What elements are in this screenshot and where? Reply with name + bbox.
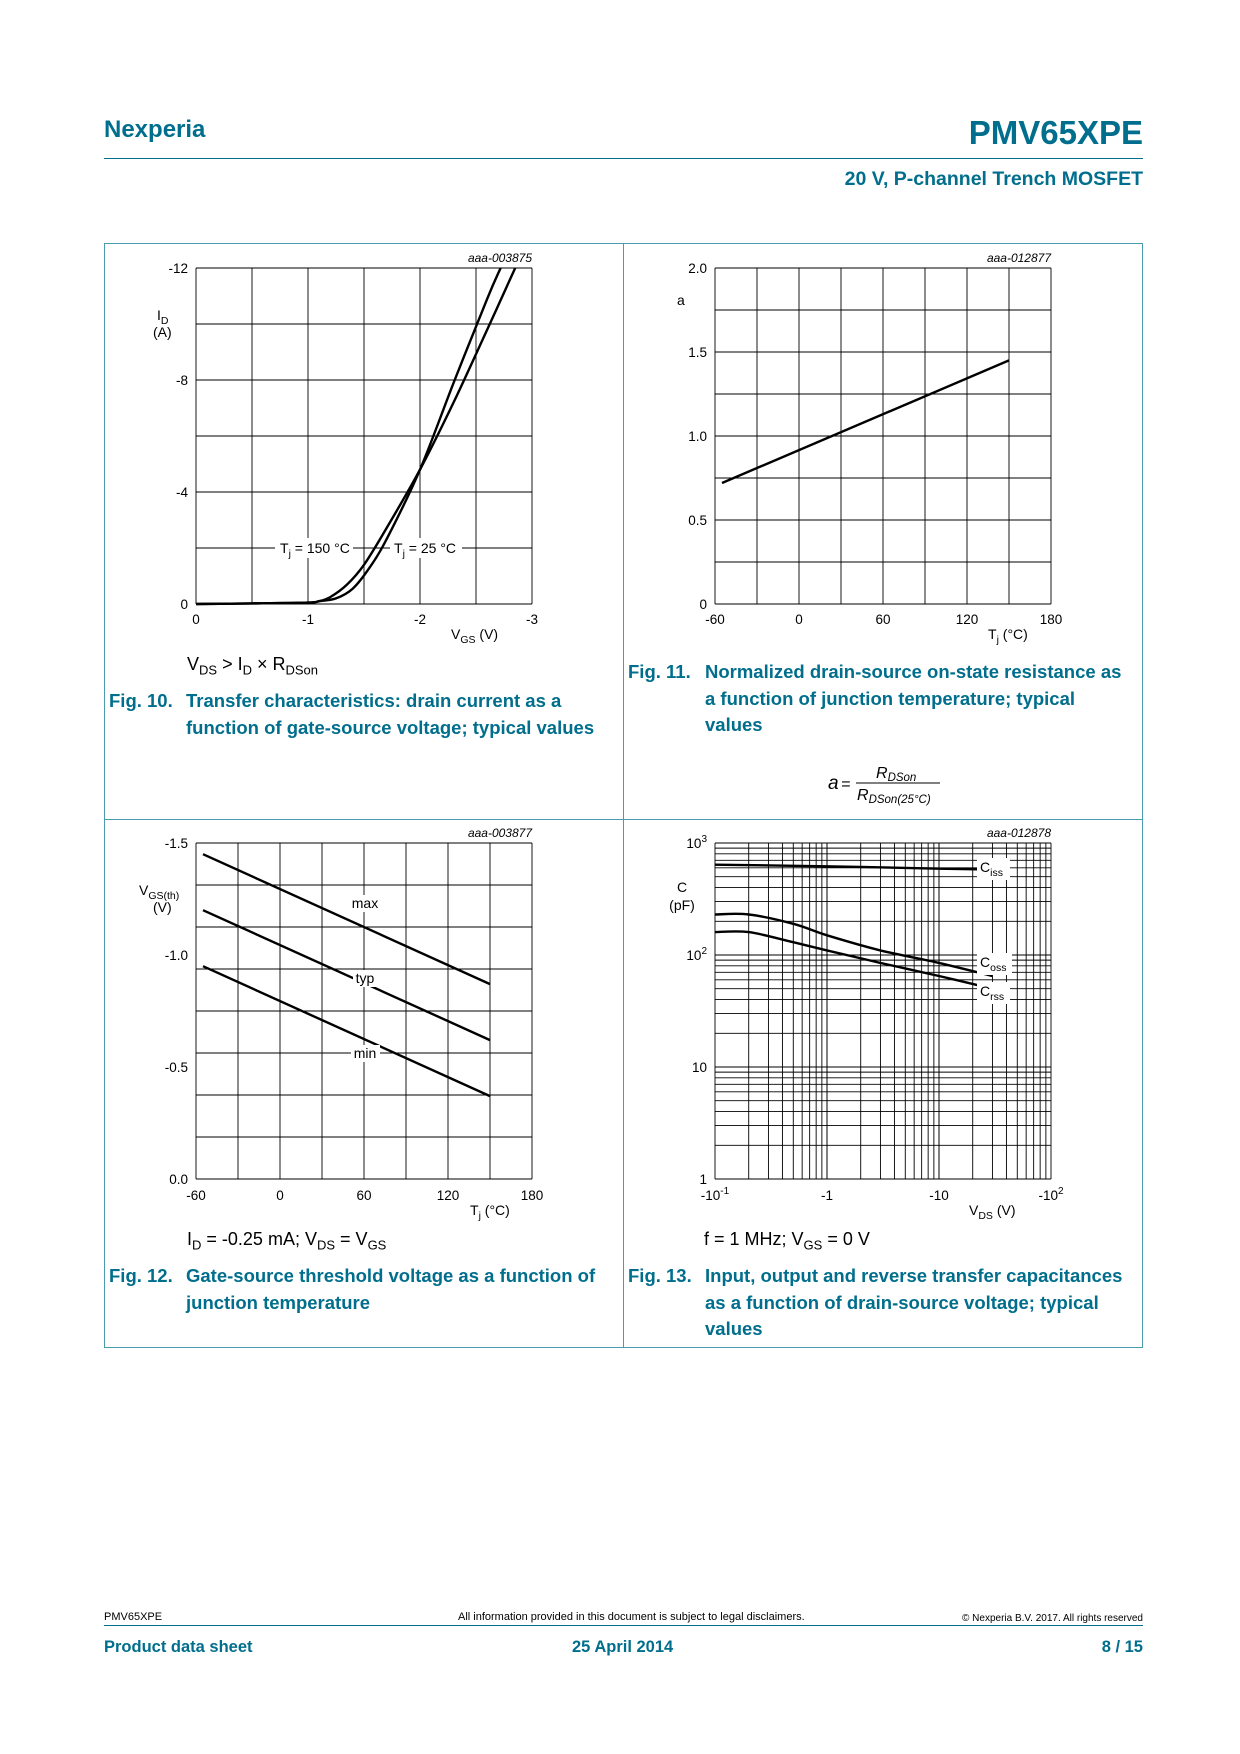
fig10-y-unit: (A) [153, 324, 172, 340]
fig13-grid [715, 843, 1051, 1179]
fig13-xtick: $-10^2$ [1038, 1186, 1064, 1203]
fig10-label-tj150: $T_j = 150$ °C [280, 540, 350, 560]
svg-text:=: = [841, 776, 851, 793]
fig10-ytick: -4 [175, 485, 188, 500]
fig12-xtick: 0 [276, 1188, 284, 1203]
fig13-xtick: -1 [820, 1188, 834, 1203]
fig12-xtick: 120 [436, 1188, 460, 1203]
fig12-xtick: -60 [186, 1188, 206, 1203]
footer-date: 25 April 2014 [572, 1638, 674, 1656]
fig11-xtick: 60 [875, 612, 891, 627]
fig13-caption-number: Fig. 13. [628, 1265, 692, 1286]
fig13-condition: f = 1 MHz; $V_{GS} = 0$ V [704, 1229, 870, 1253]
fig13-xtick: -10 [929, 1188, 949, 1203]
fig11-caption-text: Normalized drain-source on-state resistance as a function of junction temperature; typical values [705, 661, 1122, 735]
fig13-y-ticks [686, 834, 707, 1187]
fig12-ytick: -0.5 [164, 1060, 188, 1075]
fig11-xtick: 120 [955, 612, 979, 627]
fig11-ytick: 0 [699, 597, 707, 612]
fig12-x-label: $T_j$ (°C) [470, 1202, 510, 1222]
fig11-ytick: 0.5 [688, 513, 707, 528]
footer-part: PMV65XPE [104, 1611, 163, 1623]
fig11-ytick: 2.0 [688, 261, 707, 276]
fig11-y-label: a [677, 292, 685, 308]
fig13-ytick: $10^3$ [686, 834, 707, 851]
fig13-series-ciss [715, 865, 992, 870]
fig10-x-label: $V_{GS}$ (V) [451, 626, 499, 646]
fig10-xtick: -1 [301, 612, 315, 627]
fig10-xtick: -2 [413, 612, 427, 627]
fig10-code: aaa-003875 [467, 251, 532, 265]
fig13-xtick: $-10^{-1}$ [700, 1186, 730, 1203]
footer-copyright: © Nexperia B.V. 2017. All rights reserved [962, 1613, 1143, 1624]
fig13-x-label: $V_{DS}$ (V) [969, 1202, 1016, 1222]
fig12-xtick: 180 [520, 1188, 544, 1203]
fig12-y-label: $V_{GS(th)}$ [139, 882, 180, 902]
fig12-caption-number: Fig. 12. [109, 1265, 173, 1286]
footer-doc-type: Product data sheet [104, 1638, 253, 1656]
fig12-label-typ: typ [355, 970, 375, 986]
fig13-caption-text: Input, output and reverse transfer capacitances as a function of drain-source voltage; typical values [705, 1265, 1123, 1339]
fig10-label-tj25: $T_j = 25$ °C [394, 540, 457, 560]
fig13-y-unit: (pF) [669, 897, 695, 913]
fig12-condition: $I_D = -0.25$ mA; $V_{DS} = V_{GS}$ [187, 1229, 387, 1253]
fig12-ytick: 0.0 [169, 1172, 188, 1187]
fig10-y-label: $I_D$ [157, 307, 169, 327]
fig10-xtick: 0 [192, 612, 200, 627]
footer-rule [104, 1625, 1143, 1626]
fig10-caption-number: Fig. 10. [109, 690, 173, 711]
fig11-x-label: $T_j$ (°C) [988, 626, 1028, 646]
part-number: PMV65XPE [968, 114, 1143, 151]
fig10-xtick: -3 [525, 612, 539, 627]
formula-denominator: RDSon(25°C) [857, 787, 931, 806]
fig13-x-ticks [701, 1186, 1064, 1203]
fig13-y-label: C [676, 879, 688, 895]
fig11-caption-number: Fig. 11. [628, 661, 691, 682]
fig11-code: aaa-012877 [986, 251, 1051, 265]
fig10-ytick: -12 [168, 261, 188, 276]
fig11-ytick: 1.0 [688, 429, 707, 444]
fig12-caption-text: Gate-source threshold voltage as a function of junction temperature [186, 1265, 596, 1313]
brand-name: Nexperia [104, 116, 206, 143]
fig13-label-coss: $C_{oss}$ [980, 954, 1007, 974]
fig13-label-crss: $C_{rss}$ [980, 983, 1005, 1003]
fig13-label-ciss: $C_{iss}$ [980, 859, 1003, 879]
footer-disclaimer: All information provided in this document is subject to legal disclaimers. [458, 1611, 805, 1623]
fig12-code: aaa-003877 [467, 826, 532, 840]
fig13-ytick: 10 [691, 1060, 707, 1075]
fig11-xtick: 0 [795, 612, 803, 627]
formula-lhs: a [828, 773, 839, 794]
fig12-y-unit: (V) [153, 899, 172, 915]
fig11-xtick: -60 [705, 612, 725, 627]
fig12-ytick: -1.0 [164, 948, 188, 963]
fig13-ytick: $10^2$ [686, 946, 707, 963]
fig12-label-max: max [351, 895, 379, 911]
fig10-condition: $V_{DS} > I_D \times R_{DSon}$ [187, 654, 319, 678]
fig10-ytick: 0 [180, 597, 188, 612]
document-subtitle: 20 V, P-channel Trench MOSFET [844, 168, 1143, 190]
fig13-ytick: 1 [699, 1172, 707, 1187]
fig10-ytick: -8 [175, 373, 188, 388]
fig10-caption-text: Transfer characteristics: drain current as a function of gate-source voltage; typical values [186, 690, 595, 738]
fig13-code: aaa-012878 [986, 826, 1051, 840]
fig13-series-coss [715, 914, 992, 976]
fig11-ytick: 1.5 [688, 345, 707, 360]
footer-page: 8 / 15 [1101, 1638, 1143, 1656]
fig11-xtick: 180 [1039, 612, 1063, 627]
formula-numerator: RDSon [876, 765, 917, 784]
fig12-ytick: -1.5 [164, 836, 188, 851]
fig12-label-min: min [353, 1045, 377, 1061]
fig12-xtick: 60 [356, 1188, 372, 1203]
